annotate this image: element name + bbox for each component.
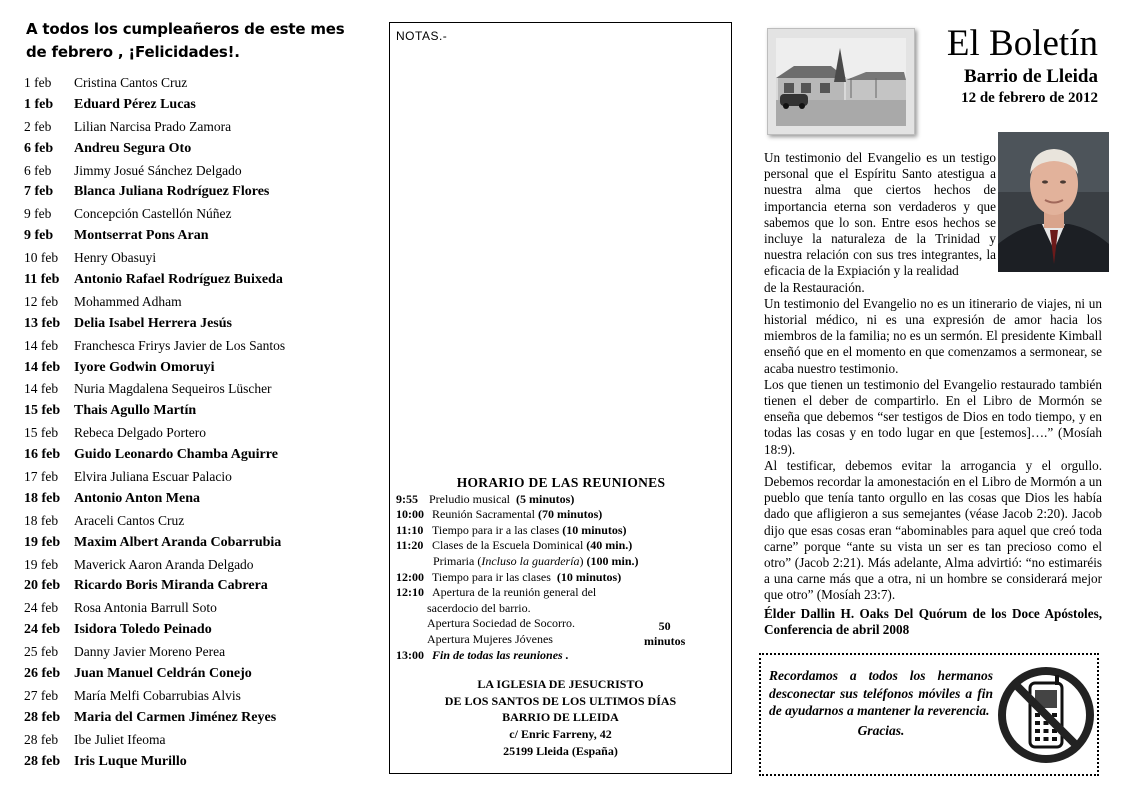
birthday-date: 27 feb bbox=[24, 687, 59, 703]
birthday-date: 28 feb bbox=[24, 731, 59, 747]
article-paragraph: de la Restauración. bbox=[764, 279, 865, 295]
birthday-entry bbox=[24, 181, 364, 203]
birthday-name: Maverick Aaron Aranda Delgado bbox=[74, 556, 254, 572]
schedule-duration: (100 min.) bbox=[586, 553, 639, 568]
schedule-activity: Clases de la Escuela Dominical bbox=[432, 538, 584, 553]
schedule-duration: (10 minutos) bbox=[556, 569, 622, 584]
birthday-entry bbox=[24, 663, 364, 685]
schedule-activity: Apertura Mujeres Jóvenes bbox=[427, 631, 553, 646]
birthday-entry bbox=[24, 751, 364, 773]
birthday-entry bbox=[24, 729, 364, 751]
birthday-date: 24 feb bbox=[24, 622, 61, 638]
phone-notice bbox=[759, 653, 1099, 776]
birthday-date: 14 feb bbox=[24, 359, 61, 375]
chapel-photo bbox=[767, 28, 915, 135]
birthday-name: Rebeca Delgado Portero bbox=[74, 425, 206, 441]
birthday-name: Eduard Pérez Lucas bbox=[74, 96, 196, 112]
birthday-name: Isidora Toledo Peinado bbox=[74, 622, 212, 638]
notice-text bbox=[769, 667, 993, 739]
birthday-name: Nuria Magdalena Sequeiros Lüscher bbox=[74, 381, 272, 397]
birthday-entry bbox=[24, 488, 364, 510]
birthday-date: 15 feb bbox=[24, 425, 59, 441]
birthday-entry bbox=[24, 335, 364, 357]
no-phone-icon bbox=[997, 663, 1095, 767]
birthday-date: 20 feb bbox=[24, 578, 61, 594]
birthday-name: Rosa Antonia Barrull Soto bbox=[74, 600, 217, 616]
schedule-activity: Tiempo para ir a las clases bbox=[432, 522, 560, 537]
ward-name: BARRIO DE LLEIDA bbox=[502, 710, 619, 725]
opening-meetings bbox=[396, 585, 726, 647]
meeting-schedule bbox=[396, 475, 726, 663]
birthday-name: Concepción Castellón Núñez bbox=[74, 206, 232, 222]
birthday-entry bbox=[24, 641, 364, 663]
birthday-entry bbox=[24, 597, 364, 619]
birthday-entry bbox=[24, 94, 364, 116]
birthday-name: Cristina Cantos Cruz bbox=[74, 74, 188, 90]
birthday-date: 9 feb bbox=[24, 206, 52, 222]
birthday-name: Elvira Juliana Escuar Palacio bbox=[74, 468, 232, 484]
birthday-date: 6 feb bbox=[24, 162, 52, 178]
birthday-name: Henry Obasuyi bbox=[74, 250, 157, 266]
birthday-entry bbox=[24, 72, 364, 94]
birthday-date: 26 feb bbox=[24, 665, 61, 681]
birthday-name: Araceli Cantos Cruz bbox=[74, 512, 185, 528]
birthday-date: 11 feb bbox=[24, 271, 60, 287]
birthday-name: Guido Leonardo Chamba Aguirre bbox=[74, 447, 278, 463]
birthday-date: 7 feb bbox=[24, 184, 54, 200]
birthday-entry bbox=[24, 444, 364, 466]
schedule-duration: (70 minutos) bbox=[537, 507, 603, 522]
birthday-name: Lilian Narcisa Prado Zamora bbox=[74, 118, 232, 134]
birthday-entry bbox=[24, 203, 364, 225]
birthday-name: Antonio Rafael Rodríguez Buixeda bbox=[74, 271, 283, 287]
schedule-activity: Fin de todas las reuniones . bbox=[432, 647, 569, 662]
birthday-date: 18 feb bbox=[24, 512, 59, 528]
birthday-date: 25 feb bbox=[24, 644, 59, 660]
birthday-name: Montserrat Pons Aran bbox=[74, 228, 209, 244]
birthday-name: Ibe Juliet Ifeoma bbox=[74, 731, 166, 747]
block-duration: 50 minutos bbox=[644, 619, 686, 649]
schedule-row bbox=[396, 601, 726, 617]
testimony-article bbox=[764, 150, 1102, 638]
schedule-time: 11:20 bbox=[396, 538, 424, 553]
birthday-date: 9 feb bbox=[24, 228, 54, 244]
birthday-entry bbox=[24, 532, 364, 554]
birthday-name: Antonio Anton Mena bbox=[74, 490, 201, 506]
birthday-name: Delia Isabel Herrera Jesús bbox=[74, 315, 232, 331]
birthday-entry bbox=[24, 269, 364, 291]
ward-subtitle: Barrio de Lleida bbox=[963, 66, 1098, 87]
schedule-row bbox=[396, 648, 726, 664]
church-name-line2: DE LOS SANTOS DE LOS ULTIMOS DÍAS bbox=[444, 693, 677, 708]
schedule-row bbox=[396, 507, 726, 523]
birthday-date: 1 feb bbox=[24, 74, 52, 90]
birthday-name: Mohammed Adham bbox=[74, 293, 182, 309]
birthday-date: 18 feb bbox=[24, 490, 61, 506]
birthday-entry bbox=[24, 313, 364, 335]
birthday-date: 17 feb bbox=[24, 468, 59, 484]
birthday-entry bbox=[24, 247, 364, 269]
birthday-name: Blanca Juliana Rodríguez Flores bbox=[74, 184, 270, 200]
birthday-name: Andreu Segura Oto bbox=[74, 140, 192, 156]
schedule-row bbox=[396, 538, 726, 554]
birthday-entry bbox=[24, 357, 364, 379]
postal-address: 25199 Lleida (España) bbox=[503, 743, 618, 758]
issue-date: 12 de febrero de 2012 bbox=[961, 90, 1098, 106]
birthday-date: 15 feb bbox=[24, 403, 61, 419]
notice-thanks: Gracias. bbox=[857, 722, 905, 738]
birthday-date: 2 feb bbox=[24, 118, 52, 134]
birthday-entry bbox=[24, 422, 364, 444]
birthday-title: A todos los cumpleañeros de este mes de febrero , ¡Felicidades!. bbox=[26, 20, 345, 61]
birthday-name: Jimmy Josué Sánchez Delgado bbox=[74, 162, 242, 178]
birthday-entry bbox=[24, 225, 364, 247]
masthead bbox=[947, 22, 1098, 108]
birthday-entry bbox=[24, 707, 364, 729]
schedule-duration: (10 minutos) bbox=[562, 522, 627, 537]
birthday-date: 6 feb bbox=[24, 140, 54, 156]
schedule-activity: Preludio musical bbox=[429, 491, 510, 506]
article-paragraph: Los que tienen un testimonio del Evangelio restaurado también tienen el deber de compartirlo. En el Libro de Mormón se enseña que debemos “ser testigos de Dios en todo tiempo, y en todas las cosas y en todo lugar en que [estemos]….” (Mosíah 18:9). bbox=[764, 376, 1102, 457]
article-paragraph: Un testimonio del Evangelio es un testigo personal que el Espíritu Santo atestigua a nuestra alma que ciertos hechos de importancia eterna son verdaderos y que sabemos que lo son. Entre esos hechos se incluye la naturaleza de la Trinidad y nuestra relación con sus tres integrantes, la eficacia de la Expiación y la realidad bbox=[764, 150, 996, 279]
notes-label: NOTAS.- bbox=[396, 29, 448, 43]
birthday-date: 16 feb bbox=[24, 447, 61, 463]
schedule-activity: Tiempo para ir las clases bbox=[432, 569, 551, 584]
schedule-row bbox=[396, 523, 726, 539]
birthday-name: Ricardo Boris Miranda Cabrera bbox=[74, 578, 268, 594]
church-address bbox=[390, 676, 731, 760]
birthday-entry bbox=[24, 160, 364, 182]
birthday-entry bbox=[24, 510, 364, 532]
church-name-line1: LA IGLESIA DE JESUCRISTO bbox=[477, 677, 644, 691]
article-author: Élder Dallin H. Oaks Del Quórum de los Doce Apóstoles, Conferencia de abril 2008 bbox=[764, 605, 1102, 637]
birthday-name: Iris Luque Murillo bbox=[74, 753, 187, 769]
article-paragraph: Al testificar, debemos evitar la arrogancia y el orgullo. Debemos recordar la amonestación en el Libro de Mormón a un pueblo que tenía tanto orgullo en las cosas que Dios les había dado que afligieron a sus semejantes (véase Jacob 2:20). Jacob dijo que esas cosas eran “abominables para aquel que creó toda carne” porque “ante su vista un ser es tan precioso como el otro” (Jacob 2:21). Más adelante, Alma advirtió: “no estimaréis a una carne más que a otra, ni un hombre se considerará mejor que otro” (Mosíah 23:7). bbox=[764, 457, 1102, 603]
street-address: c/ Enric Farreny, 42 bbox=[509, 727, 612, 742]
schedule-title: HORARIO DE LAS REUNIONES bbox=[456, 475, 666, 490]
article-paragraph: Un testimonio del Evangelio no es un itinerario de viajes, ni un historial médico, ni es una expresión de amor hacia los miembros de la familia; no es un sermón. El presidente Kimball enseñó que en el momento en que comenzamos a sermonear, se acaba nuestro testimonio. bbox=[764, 295, 1102, 376]
birthday-date: 19 feb bbox=[24, 534, 61, 550]
bulletin-title: El Boletín bbox=[946, 23, 1098, 64]
birthday-entry bbox=[24, 575, 364, 597]
schedule-activity: Apertura de la reunión general del bbox=[432, 585, 597, 600]
birthday-section bbox=[24, 18, 364, 773]
birthday-date: 14 feb bbox=[24, 381, 59, 397]
schedule-time: 9:55 bbox=[396, 491, 418, 506]
schedule-activity: Primaria (Incluso la guardería) bbox=[433, 553, 584, 568]
birthday-name: Maxim Albert Aranda Cobarrubia bbox=[74, 534, 282, 550]
birthday-entry bbox=[24, 138, 364, 160]
schedule-activity: Apertura Sociedad de Socorro. bbox=[427, 616, 575, 631]
notes-panel bbox=[389, 22, 732, 774]
birthday-name: Iyore Godwin Omoruyi bbox=[74, 359, 215, 375]
schedule-time: 12:00 bbox=[396, 569, 424, 584]
schedule-time: 12:10 bbox=[396, 585, 424, 600]
schedule-activity: sacerdocio del barrio. bbox=[427, 600, 531, 615]
birthday-date: 12 feb bbox=[24, 293, 59, 309]
birthday-entry bbox=[24, 116, 364, 138]
birthday-name: Juan Manuel Celdrán Conejo bbox=[74, 665, 252, 681]
birthday-date: 14 feb bbox=[24, 337, 59, 353]
birthday-entry bbox=[24, 378, 364, 400]
birthday-name: Franchesca Frirys Javier de Los Santos bbox=[74, 337, 286, 353]
birthday-date: 1 feb bbox=[24, 96, 54, 112]
birthday-entry bbox=[24, 400, 364, 422]
schedule-time: 11:10 bbox=[396, 522, 424, 537]
birthday-date: 19 feb bbox=[24, 556, 59, 572]
schedule-row bbox=[396, 492, 726, 508]
chapel-building-image bbox=[776, 38, 906, 126]
birthday-date: 10 feb bbox=[24, 250, 59, 266]
birthday-date: 28 feb bbox=[24, 709, 61, 725]
schedule-duration: (40 min.) bbox=[586, 538, 633, 553]
schedule-time: 13:00 bbox=[396, 647, 424, 662]
birthday-name: Danny Javier Moreno Perea bbox=[74, 644, 226, 660]
birthday-name: María Melfi Cobarrubias Alvis bbox=[74, 687, 241, 703]
birthday-entry bbox=[24, 291, 364, 313]
schedule-time: 10:00 bbox=[396, 507, 424, 522]
schedule-activity: Reunión Sacramental bbox=[432, 507, 535, 522]
schedule-row bbox=[396, 585, 726, 601]
birthday-date: 13 feb bbox=[24, 315, 61, 331]
birthday-date: 28 feb bbox=[24, 753, 61, 769]
schedule-row bbox=[396, 554, 726, 570]
schedule-row bbox=[396, 570, 726, 586]
birthday-name: Maria del Carmen Jiménez Reyes bbox=[74, 709, 277, 725]
notice-message: Recordamos a todos los hermanos desconectar sus teléfonos móviles a fin de ayudarnos a mantener la reverencia. bbox=[769, 668, 993, 718]
birthday-date: 24 feb bbox=[24, 600, 59, 616]
birthday-list bbox=[24, 72, 364, 773]
schedule-duration: (5 minutos) bbox=[516, 491, 575, 506]
birthday-entry bbox=[24, 554, 364, 576]
birthday-name: Thais Agullo Martín bbox=[74, 403, 197, 419]
birthday-entry bbox=[24, 685, 364, 707]
birthday-entry bbox=[24, 619, 364, 641]
birthday-entry bbox=[24, 466, 364, 488]
